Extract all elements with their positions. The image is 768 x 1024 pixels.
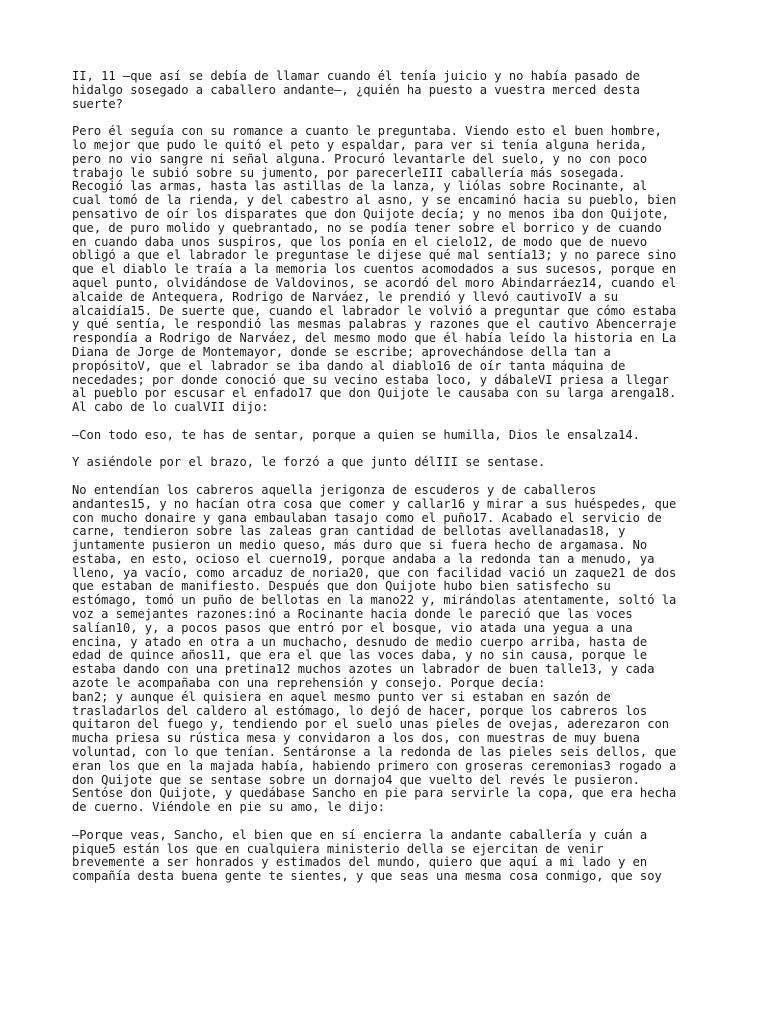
paragraph	[72, 829, 704, 884]
text-line: Recogió las armas, hasta las astillas de la lanza, y liólas sobre Rocinante, al	[72, 179, 648, 194]
text-line: juntamente pusieron un medio queso, más duro que si fuera hecho de argamasa. No	[72, 538, 648, 553]
text-line: alcaidía15. De suerte que, cuando el labrador le volvió a preguntar que cómo estaba	[72, 303, 677, 318]
text-line: estaba dando con una pretina12 muchos azotes un labrador de buen talle13, y cada	[72, 662, 655, 677]
text-line: Sentóse don Quijote, y quedábase Sancho en pie para servirle la copa, que era hecha	[72, 786, 677, 801]
text-line: alcaide de Antequera, Rodrigo de Narváez, le prendió y llevó cautivoIV a su	[72, 289, 619, 304]
text-line: salían10, y, a pocos pasos que entró por el bosque, vio atada una yegua a una	[72, 620, 633, 635]
text-line: —Porque veas, Sancho, el bien que en sí encierra la andante caballería y cuán a	[72, 827, 648, 842]
text-line: aquel punto, olvidándose de Valdovinos, se acordó del moro Abindarráez14, cuando el	[72, 275, 677, 290]
text-line: con mucho donaire y gana embaulaban tasajo como el puño17. Acabado el servicio de	[72, 510, 662, 525]
text-line: trabajo le subió sobre su jumento, por parecerleIII caballería más sosegada.	[72, 165, 626, 180]
text-line: —Con todo eso, te has de sentar, porque a quien se humilla, Dios le ensalza14.	[72, 427, 640, 442]
text-line: de cuerno. Viéndole en pie su amo, le dijo:	[72, 800, 386, 815]
text-line: Diana de Jorge de Montemayor, donde se escribe; aprovechándose della tan a	[72, 344, 611, 359]
text-line: suerte?	[72, 96, 123, 111]
text-line: propósitoV, que el labrador se iba dando al diablo16 de oír tanta máquina de	[72, 358, 626, 373]
paragraph	[72, 484, 704, 815]
text-line: Pero él seguía con su romance a cuanto le preguntaba. Viendo esto el buen hombre,	[72, 124, 662, 139]
text-line: lleno, ya vacío, como arcaduz de noria20, que con facilidad vació un zaque21 de dos	[72, 565, 677, 580]
text-line: mucha priesa su rústica mesa y convidaron a los dos, con muestras de muy buena	[72, 731, 640, 746]
text-line: compañía desta buena gente te sientes, y que seas una mesma cosa conmigo, que soy	[72, 869, 662, 884]
text-line: pero no vio sangre ni señal alguna. Procuró levantarle del suelo, y no con poco	[72, 151, 648, 166]
text-line: que estaban de manifiesto. Después que don Quijote hubo bien satisfecho su	[72, 579, 611, 594]
text-line: don Quijote que se sentase sobre un dornajo4 que vuelto del revés le pusieron.	[72, 772, 640, 787]
text-line: estómago, tomó un puño de bellotas en la mano22 y, mirándolas atentamente, soltó la	[72, 593, 677, 608]
text-line: pique5 están los que en cualquiera ministerio della se ejercitan de venir	[72, 841, 604, 856]
text-line: en cuando daba unos suspiros, que los ponía en el cielo12, de modo que de nuevo	[72, 234, 648, 249]
text-line: necedades; por donde conoció que su vecino estaba loco, y dábaleVI priesa a llegar	[72, 372, 670, 387]
text-line: voluntad, con lo que tenían. Sentáronse a la redonda de las pieles seis dellos, que	[72, 745, 677, 760]
text-line: pensativo de oír los disparates que don Quijote decía; y no menos iba don Quijote,	[72, 206, 670, 221]
text-line: estaba, en esto, ocioso el cuerno19, porque andaba a la redonda tan a menudo, ya	[72, 551, 655, 566]
text-line: No entendían los cabreros aquella jerigonza de escuderos y de caballeros	[72, 482, 597, 497]
text-line: ban2; y aunque él quisiera en aquel mesmo punto ver si estaban en sazón de	[72, 689, 611, 704]
text-line: trasladarlos del caldero al estómago, lo dejó de hacer, porque los cabreros los	[72, 703, 648, 718]
text-line: Y asiéndole por el brazo, le forzó a que junto délIII se sentase.	[72, 455, 546, 470]
text-line: al pueblo por escusar el enfado17 que don Quijote le causaba con su larga arenga18.	[72, 386, 677, 401]
text-line: que el diablo le traía a la memoria los cuentos acomodados a sus sucesos, porque en	[72, 262, 677, 277]
text-line: obligó a que el labrador le preguntase le dijese qué mal sentía13; y no parece sino	[72, 248, 677, 263]
text-line: hidalgo sosegado a caballero andante—, ¿quién ha puesto a vuestra merced desta	[72, 82, 640, 97]
text-line: respondía a Rodrigo de Narváez, del mesmo modo que él había leído la historia en La	[72, 331, 677, 346]
text-line: eran los que en la majada había, habiendo primero con groseras ceremonias3 rogado a	[72, 758, 677, 773]
text-line: voz a semejantes razones:inó a Rocinante hacia donde le pareció que las voces	[72, 607, 633, 622]
text-line: cual tomó de la rienda, y del cabestro al asno, y se encaminó hacia su pueblo, bien	[72, 193, 677, 208]
text-line: encina, y atado en otra a un muchacho, desnudo de medio cuerpo arriba, hasta de	[72, 634, 648, 649]
text-line: y qué sentía, le respondió las mesmas palabras y razones que el cautivo Abencerraje	[72, 317, 677, 332]
paragraph	[72, 429, 704, 443]
text-line: andantes15, y no hacían otra cosa que comer y callar16 y mirar a sus huéspedes, que	[72, 496, 677, 511]
text-line: azote le acompañaba con una reprehensión y consejo. Porque decía:	[72, 676, 546, 691]
text-line: carne, tendieron sobre las zaleas gran cantidad de bellotas avellanadas18, y	[72, 524, 626, 539]
text-line: II, 11 —que así se debía de llamar cuando él tenía juicio y no había pasado de	[72, 69, 640, 83]
paragraph	[72, 125, 704, 415]
document-page	[72, 70, 704, 898]
text-line: quitaron del fuego y, tendiendo por el suelo unas pieles de ovejas, aderezaron con	[72, 717, 670, 732]
text-line: Al cabo de lo cualVII dijo:	[72, 400, 269, 415]
text-line: edad de quince años11, que era el que las voces daba, y no sin causa, porque le	[72, 648, 648, 663]
paragraph	[72, 456, 704, 470]
text-line: que, de puro molido y quebrantado, no se podía tener sobre el borrico y de cuando	[72, 220, 662, 235]
text-line: lo mejor que pudo le quitó el peto y espaldar, para ver si tenía alguna herida,	[72, 137, 648, 152]
text-line: brevemente a ser honrados y estimados del mundo, quiero que aquí a mi lado y en	[72, 855, 648, 870]
paragraph	[72, 70, 704, 111]
